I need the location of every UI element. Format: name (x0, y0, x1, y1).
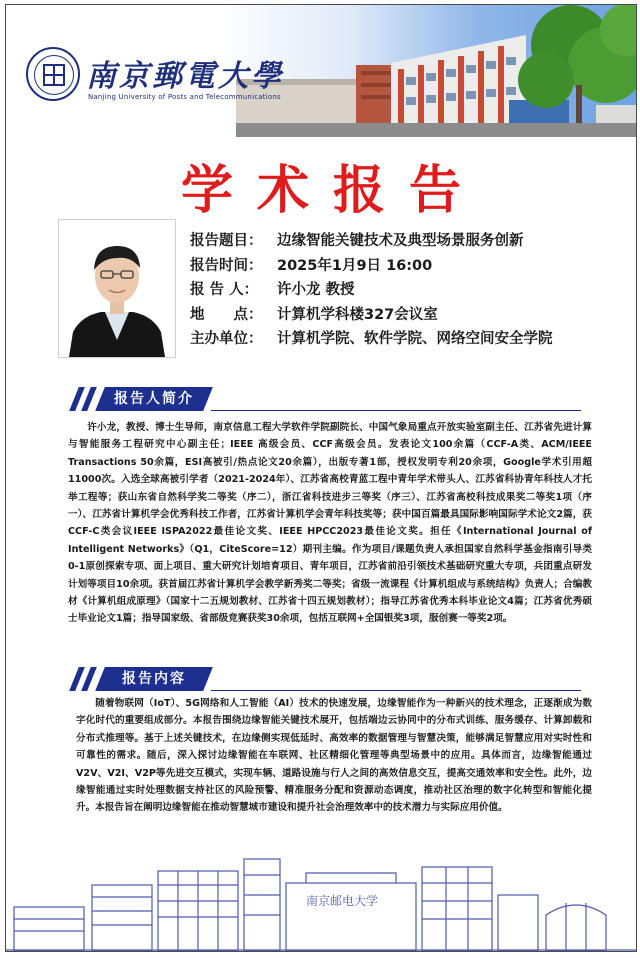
speaker-intro-banner (86, 387, 214, 411)
speaker-intro-text: 许小龙，教授、博士生导师，南京信息工程大学软件学院副院长、中国气象局重点开放实验室副主任、江苏省先进计算与智能服务工程研究中心副主任；IEEE 高级会员、CCF高级会员。发表论文100余篇（CCF-A类、ACM/IEEE Transactions 50余篇，ESI高被引/热点论文20余篇），出版专著1部，授权发明专利20余项，Google学术引用超11000次。入选全球高被引学者（2021-2024年）、江苏省高校青蓝工程中青年学术带头人、江苏省科协青年科技人才托举工程等；获山东省自然科学奖二等奖（序二），浙江省科技进步三等奖（序三）、江苏省高校科技成果奖二等奖1项（序一）、江苏省计算机学会优秀科技工作者，江苏省计算机学会青年科技奖等；获中国百篇最具国际影响国际学术论文2篇，获CCF-C类会议IEEE ISPA2022最佳论文奖、IEEE HPCC2023最佳论文奖。担任《International Journal of Intelligent Networks》（Q1，CiteScore=12）期刊主编。作为项目/课题负责人承担国家自然科学基金指南引导类0-1原创探索专项、面上项目、重大研究计划培育项目、青年项目，江苏省前沿引领技术基础研究重大专项，兵团重点研发计划等项目10余项。获首届江苏省计算机学会教学新秀奖二等奖；省级一流课程《计算机组成与系统结构》负责人；合编教材《计算机组成原理》（国家十二五规划教材、江苏省十四五规划教材）；指导江苏省优秀本科毕业论文4篇；江苏省优秀硕士毕业论文1篇；指导国家级、省部级竞赛获奖30余项，包括互联网+全国银奖3项，服创赛一等奖2项。 (68, 422, 592, 625)
content-banner (86, 667, 214, 691)
info-title-row (190, 229, 620, 254)
university-emblem-icon (26, 47, 80, 101)
speaker-intro-heading: 报告人简介 (114, 391, 194, 407)
header (6, 5, 636, 137)
info-value: 计算机学院、软件学院、网络空间安全学院 (277, 331, 553, 347)
info-location-row (190, 303, 620, 328)
info-speaker-row (190, 278, 620, 303)
info-organizer-row (190, 327, 620, 352)
university-name-cn: 南京郵電大學 (86, 59, 284, 94)
university-name-en: Nanjing University of Posts and Telecommunications (88, 93, 281, 101)
report-info (190, 229, 620, 352)
info-value: 许小龙 教授 (277, 282, 355, 298)
content-text: 随着物联网（IoT）、5G网络和人工智能（AI）技术的快速发展，边缘智能作为一种新兴的技术理念，正逐渐成为数字化时代的重要组成部分。本报告围绕边缘智能关键技术展开，包括端边云协同中的分布式训练、服务缓存、计算卸载和分布式推理等。基于上述关键技术，在边缘侧实现低延时、高效率的数据管理与智慧决策，能够满足智慧应用对实时性和可靠性的需求。随后，深入探讨边缘智能在车联网、社区精细化管理等典型场景中的应用。具体而言，边缘智能通过V2V、V2I、V2P等先进交互模式，实现车辆、道路设施与行人之间的高效信息交互，提高交通效率和安全性。此外，边缘智能通过实时处理数据支持社区的风险预警、精准服务分配和资源动态调度，推动社区治理的数字化转型和智能化提升。本报告旨在阐明边缘智能在推动智慧城市建设和提升社会治理效率中的技术潜力与实际应用价值。 (76, 698, 592, 814)
info-value: 边缘智能关键技术及典型场景服务创新 (277, 233, 524, 249)
info-time-row (190, 254, 620, 279)
poster (5, 4, 637, 952)
info-label: 报告时间： (190, 257, 263, 274)
info-value: 计算机学科楼327会议室 (277, 306, 438, 323)
info-label: 报 告 人： (190, 282, 259, 298)
info-label: 地 点： (190, 306, 263, 323)
content-heading: 报告内容 (122, 671, 186, 687)
bottom-sign: 南京邮电大学 (306, 894, 379, 908)
speaker-photo (58, 219, 176, 358)
section-divider (211, 690, 581, 691)
info-value: 2025年1月9日 16:00 (277, 257, 433, 274)
section-divider (211, 410, 581, 411)
info-label: 主办单位： (190, 331, 263, 347)
campus-lineart-image (6, 855, 636, 951)
page-title: 学术报告 (180, 161, 485, 221)
info-label: 报告题目： (190, 233, 263, 249)
